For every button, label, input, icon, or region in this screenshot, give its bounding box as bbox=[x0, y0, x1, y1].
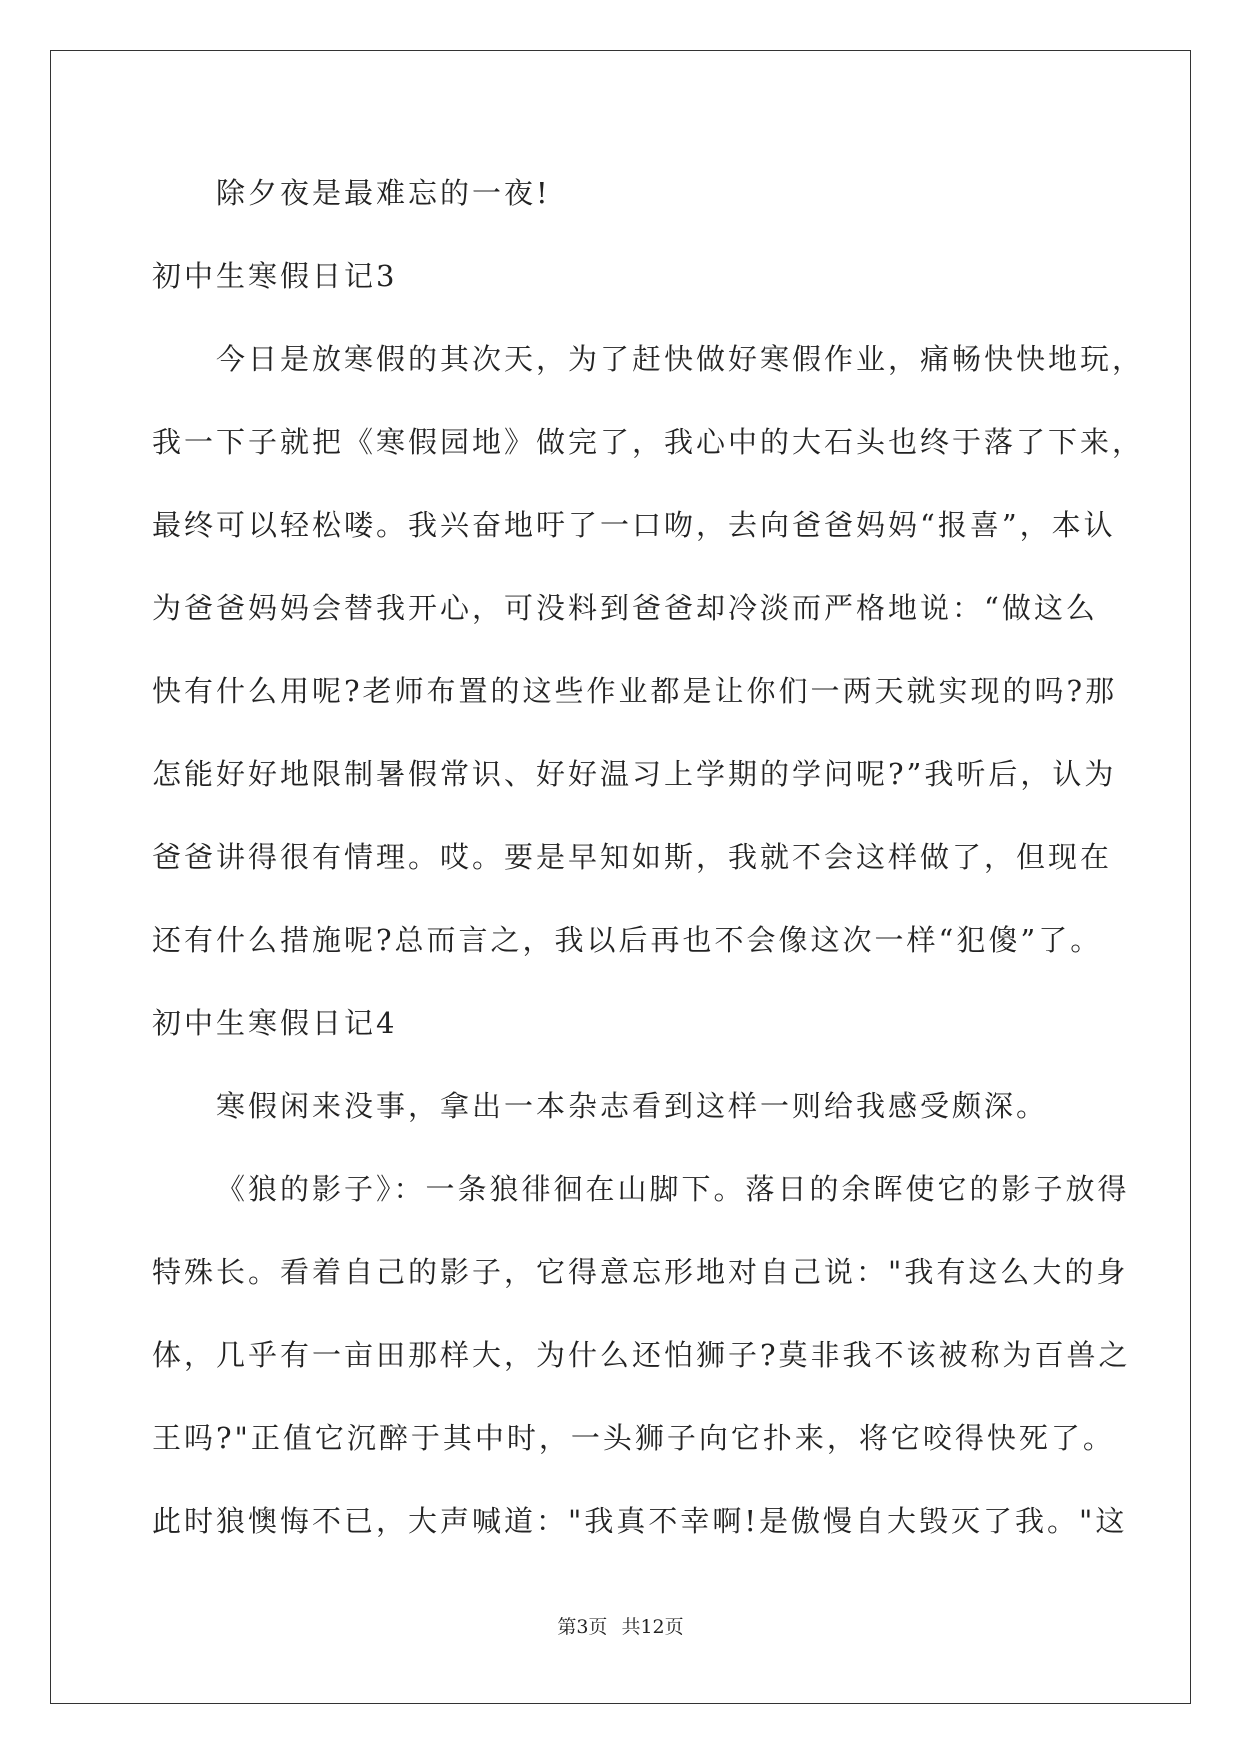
paragraph-line-13: 体，几乎有一亩田那样大，为什么还怕狮子?莫非我不该被称为百兽之 bbox=[152, 1338, 1131, 1372]
section-heading-3: 初中生寒假日记3 bbox=[152, 259, 398, 293]
paragraph-line-3: 我一下子就把《寒假园地》做完了，我心中的大石头也终于落了下来， bbox=[152, 425, 1145, 459]
paragraph-line-8: 爸爸讲得很有情理。哎。要是早知如斯，我就不会这样做了，但现在 bbox=[152, 840, 1113, 874]
paragraph-line-7: 怎能好好地限制暑假常识、好好温习上学期的学问呢?”我听后，认为 bbox=[152, 757, 1117, 791]
paragraph-line-14: 王吗?"正值它沉醉于其中时，一头狮子向它扑来，将它咬得快死了。 bbox=[152, 1421, 1115, 1455]
paragraph-line-9: 还有什么措施呢?总而言之，我以后再也不会像这次一样“犯傻”了。 bbox=[152, 923, 1103, 957]
paragraph-line-2: 今日是放寒假的其次天，为了赶快做好寒假作业，痛畅快快地玩， bbox=[216, 342, 1145, 376]
paragraph-line-5: 为爸爸妈妈会替我开心，可没料到爸爸却冷淡而严格地说：“做这么 bbox=[152, 591, 1098, 625]
paragraph-line-12: 特殊长。看着自己的影子，它得意忘形地对自己说："我有这么大的身 bbox=[152, 1255, 1129, 1289]
paragraph-line-4: 最终可以轻松喽。我兴奋地吁了一口吻，去向爸爸妈妈“报喜”，本认 bbox=[152, 508, 1116, 542]
page-footer bbox=[0, 1612, 1241, 1639]
page-number: 第3页 bbox=[557, 1616, 608, 1638]
section-heading-4: 初中生寒假日记4 bbox=[152, 1006, 398, 1040]
paragraph-line-11: 《狼的影子》：一条狼徘徊在山脚下。落日的余晖使它的影子放得 bbox=[216, 1172, 1130, 1206]
paragraph-line-15: 此时狼懊悔不已，大声喊道："我真不幸啊!是傲慢自大毁灭了我。"这 bbox=[152, 1504, 1128, 1538]
page-total: 共12页 bbox=[621, 1616, 684, 1638]
paragraph-line-10: 寒假闲来没事，拿出一本杂志看到这样一则给我感受颇深。 bbox=[216, 1089, 1049, 1123]
paragraph-line-6: 快有什么用呢?老师布置的这些作业都是让你们一两天就实现的吗?那 bbox=[152, 674, 1118, 708]
paragraph-line-1: 除夕夜是最难忘的一夜! bbox=[216, 176, 551, 210]
